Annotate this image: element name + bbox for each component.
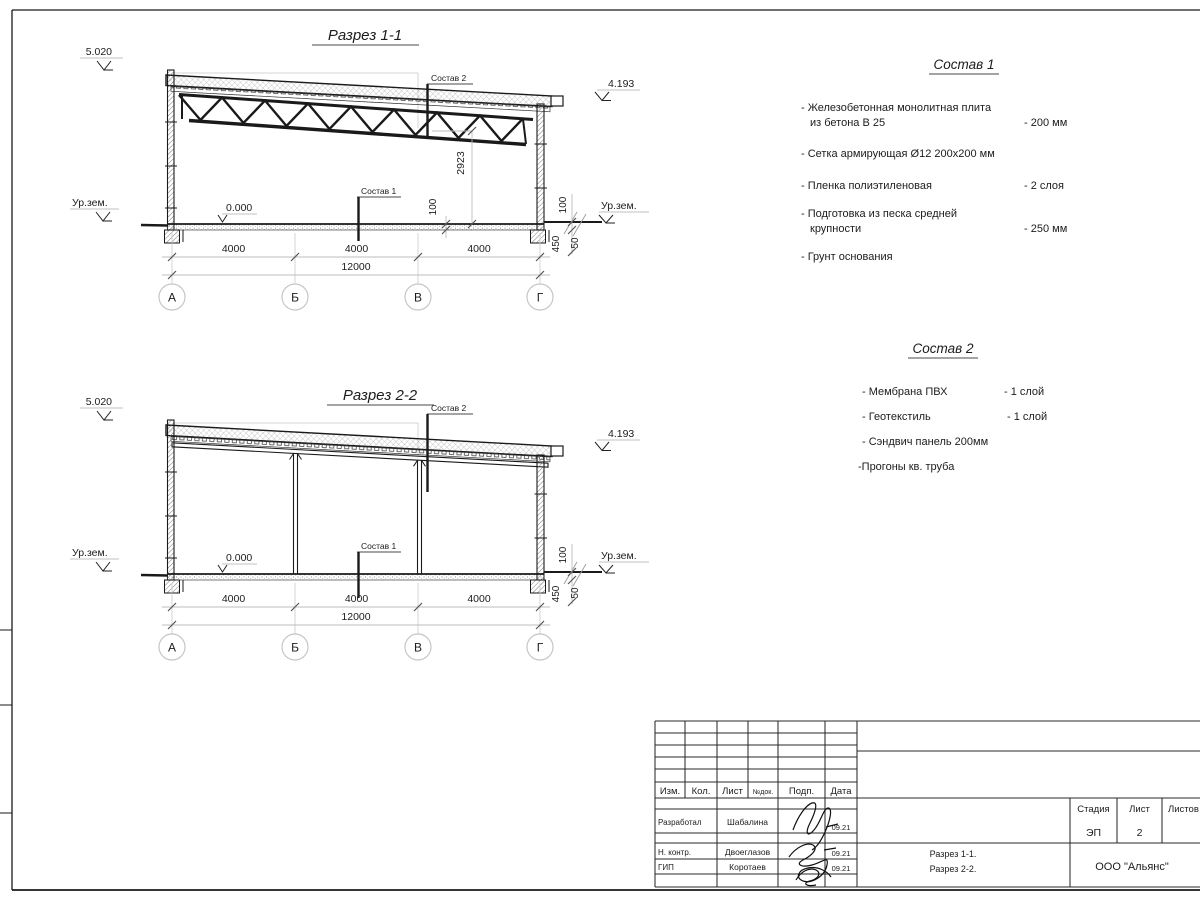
- list-item: - Грунт основания: [801, 251, 893, 263]
- title-block-doc-title: [930, 849, 977, 874]
- section-1-1: [70, 27, 649, 310]
- svg-text:А: А: [167, 640, 177, 655]
- svg-text:Разрез 2-2.: Разрез 2-2.: [929, 864, 977, 874]
- svg-text:Ур.зем.: Ур.зем.: [72, 197, 108, 209]
- list-value: - 1 слой: [1007, 411, 1048, 423]
- floor-slab: [141, 572, 602, 580]
- right-wall: [535, 104, 548, 230]
- list-item: - Сэндвич панель 200мм: [862, 436, 989, 448]
- composition-2-title: Состав 2: [912, 341, 974, 356]
- section-2-2: [70, 387, 649, 660]
- dim-right-levels: [551, 544, 581, 606]
- svg-text:0.000: 0.000: [226, 552, 253, 564]
- list-item: крупности: [810, 223, 862, 235]
- list-value: - 200 мм: [1024, 117, 1068, 129]
- title-block-stage-cells: [1077, 804, 1199, 839]
- ground-level-label-left: [70, 547, 119, 571]
- svg-text:100: 100: [558, 196, 569, 214]
- svg-text:12000: 12000: [341, 261, 371, 273]
- svg-text:4000: 4000: [221, 593, 246, 605]
- svg-text:ЭП: ЭП: [1085, 827, 1102, 839]
- svg-text:50: 50: [570, 587, 581, 599]
- svg-text:Состав 2: Состав 2: [431, 403, 467, 413]
- svg-text:09.21: 09.21: [831, 864, 851, 873]
- list-item: - Мембрана ПВХ: [862, 386, 948, 398]
- composition-2-list: [858, 341, 1047, 473]
- svg-text:Состав 1: Состав 1: [361, 186, 397, 196]
- list-item: - Геотекстиль: [862, 411, 931, 423]
- svg-text:Кол.: Кол.: [691, 786, 711, 797]
- svg-text:Б: Б: [291, 290, 299, 305]
- svg-text:Разработал: Разработал: [658, 818, 702, 827]
- dimension-chain: [162, 583, 550, 634]
- footings: [165, 230, 550, 243]
- ground-level-label-left: [70, 197, 119, 221]
- dimension-chain: [162, 233, 550, 284]
- svg-text:4000: 4000: [467, 593, 491, 605]
- svg-text:09.21: 09.21: [831, 823, 851, 832]
- svg-text:В: В: [413, 640, 423, 655]
- svg-text:450: 450: [551, 585, 562, 603]
- elevation-mark-parapet: [80, 46, 123, 70]
- list-item: - Подготовка из песка средней: [801, 208, 957, 220]
- list-value: - 1 слой: [1004, 386, 1045, 398]
- list-item: - Сетка армирующая Ø12 200x200 мм: [801, 148, 995, 160]
- svg-text:Н. контр.: Н. контр.: [658, 848, 692, 857]
- svg-text:Коротаев: Коротаев: [729, 862, 766, 872]
- svg-text:Лист: Лист: [1129, 804, 1150, 815]
- svg-text:12000: 12000: [341, 611, 371, 623]
- signature-row-norm-control: [658, 847, 850, 858]
- svg-text:Стадия: Стадия: [1077, 804, 1110, 815]
- sheet-frame: [0, 10, 1200, 890]
- svg-text:4000: 4000: [467, 243, 491, 255]
- section-1-title: Разрез 1-1: [327, 27, 403, 44]
- svg-text:450: 450: [551, 235, 562, 253]
- list-item: - Пленка полиэтиленовая: [801, 180, 932, 192]
- svg-text:Изм.: Изм.: [659, 786, 681, 797]
- svg-text:Листов: Листов: [1168, 804, 1199, 815]
- svg-text:Б: Б: [291, 640, 299, 655]
- axis-bubbles: [159, 284, 553, 310]
- elevation-mark-eave: [595, 428, 640, 451]
- svg-text:Ур.зем.: Ур.зем.: [72, 547, 108, 559]
- composition-1-list: [801, 57, 1067, 263]
- list-value: - 250 мм: [1024, 223, 1068, 235]
- eave-end-cap: [551, 446, 563, 456]
- svg-text:Г: Г: [536, 640, 544, 655]
- elevation-mark-floor: [218, 202, 257, 222]
- right-wall: [535, 455, 548, 580]
- axis-bubbles: [159, 634, 553, 660]
- list-item: -Прогоны кв. труба: [858, 461, 955, 473]
- callout-floor-composition: [357, 541, 401, 598]
- svg-text:50: 50: [570, 237, 581, 249]
- svg-text:0.000: 0.000: [226, 202, 253, 214]
- svg-text:ГИП: ГИП: [658, 863, 674, 872]
- signature-row-developer: [658, 817, 850, 832]
- svg-text:4000: 4000: [344, 243, 369, 255]
- eave-end-cap: [551, 96, 563, 106]
- svg-text:100: 100: [558, 546, 569, 564]
- ground-line-left: [141, 225, 168, 226]
- dim-floor-thickness: [428, 198, 450, 238]
- svg-text:А: А: [167, 290, 177, 305]
- svg-text:09.21: 09.21: [831, 849, 851, 858]
- floor-slab: [141, 222, 602, 230]
- svg-text:Состав 1: Состав 1: [361, 541, 397, 551]
- ground-break-symbol: [564, 212, 586, 236]
- svg-text:Лист: Лист: [722, 786, 743, 797]
- svg-text:№док.: №док.: [752, 789, 774, 796]
- list-value: - 2 слоя: [1024, 180, 1065, 192]
- list-item: - Железобетонная монолитная плита: [801, 102, 992, 114]
- svg-text:Г: Г: [536, 290, 544, 305]
- dim-right-levels: [551, 194, 581, 256]
- svg-text:4.193: 4.193: [608, 78, 635, 90]
- svg-text:Ур.зем.: Ур.зем.: [601, 550, 637, 562]
- svg-text:Дата: Дата: [830, 786, 852, 797]
- ground-level-label-right: [599, 200, 649, 223]
- svg-text:100: 100: [428, 198, 439, 216]
- ground-level-label-right: [599, 550, 649, 573]
- signature-row-chief-engineer: [658, 862, 850, 873]
- svg-text:5.020: 5.020: [85, 396, 112, 408]
- roof-slab: [166, 425, 563, 467]
- elevation-mark-eave: [595, 78, 640, 101]
- title-block: [655, 721, 1200, 887]
- svg-text:4000: 4000: [221, 243, 246, 255]
- svg-text:5.020: 5.020: [85, 46, 112, 58]
- callout-floor-composition: [357, 186, 401, 241]
- svg-text:Ур.зем.: Ур.зем.: [601, 200, 637, 212]
- svg-text:Состав 2: Состав 2: [431, 73, 467, 83]
- elevation-mark-parapet: [80, 396, 123, 420]
- composition-1-title: Состав 1: [933, 57, 995, 72]
- truss-bottom-chord: [189, 121, 526, 145]
- svg-text:Разрез 1-1.: Разрез 1-1.: [929, 849, 977, 859]
- svg-text:Двоеглазов: Двоеглазов: [724, 847, 771, 857]
- elevation-mark-floor: [218, 552, 257, 572]
- footings: [165, 580, 550, 593]
- svg-text:2: 2: [1136, 827, 1143, 839]
- svg-text:В: В: [413, 290, 423, 305]
- ground-line-left: [141, 575, 168, 576]
- company-name: ООО "Альянс": [1095, 861, 1169, 873]
- signature-chief-engineer: [796, 869, 819, 886]
- svg-text:4.193: 4.193: [608, 428, 635, 440]
- ground-break-symbol: [564, 562, 586, 586]
- svg-text:2923: 2923: [455, 151, 467, 175]
- signature-scribbles: [789, 803, 838, 886]
- list-item: из бетона В 25: [810, 117, 886, 129]
- svg-text:Подп.: Подп.: [788, 786, 815, 797]
- svg-text:4000: 4000: [344, 593, 369, 605]
- section-2-title: Разрез 2-2: [342, 387, 418, 404]
- svg-text:Шабалина: Шабалина: [726, 817, 769, 827]
- left-wall: [165, 70, 177, 230]
- title-block-header-row: [660, 786, 852, 797]
